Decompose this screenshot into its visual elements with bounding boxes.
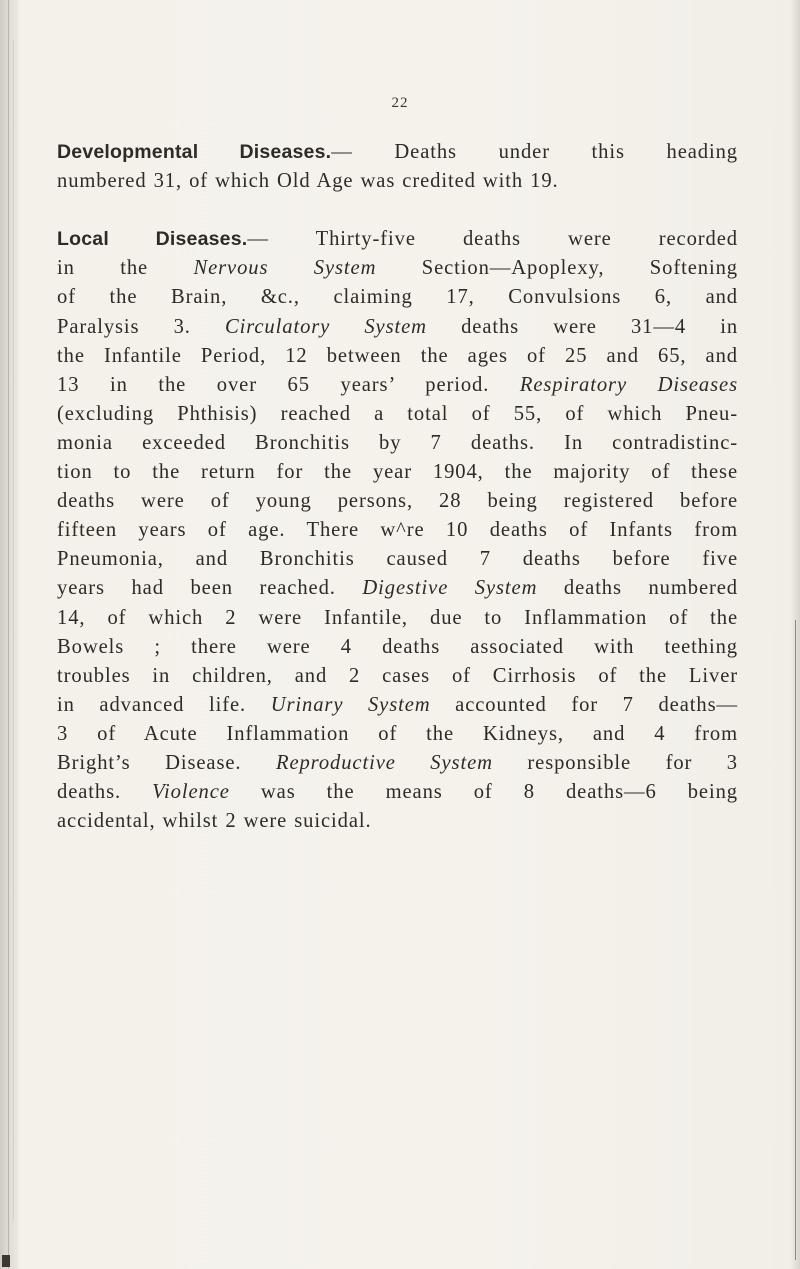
text-run: Bowels ; there were 4 deaths associated with teething [57,635,738,658]
italic-term: Violence [152,781,230,804]
text-run: tion to the return for the year 1904, the majority of these [57,461,738,484]
text-run: Paralysis 3. [57,315,225,338]
text-run: Pneumonia, and Bronchitis caused 7 deaths before five [57,548,738,571]
text-line [57,487,738,516]
text-run: 14, of which 2 were Infantile, due to Inflammation of the [57,606,738,629]
body-text [57,138,738,836]
text-run: years had been reached. [57,577,363,600]
paragraph-local-diseases [57,225,738,836]
text-run: monia exceeded Bronchitis by 7 deaths. In contradistinc- [57,431,738,454]
text-run: accounted for 7 deaths— [430,693,738,716]
text-run: accidental, whilst 2 were suicidal. [57,810,372,833]
text-run: responsible for 3 [492,751,738,774]
text-line [57,254,738,283]
scan-edge-line [8,0,9,1269]
text-run: troubles in children, and 2 cases of Cirrhosis of the Liver [57,664,738,687]
text-line [57,138,738,167]
text-line [57,633,738,662]
text-run: deaths. [57,781,153,804]
text-line [57,807,738,836]
text-run: numbered 31, of which Old Age was credited with 19. [57,170,559,193]
italic-term: Reproductive System [275,751,493,774]
text-run: 3 of Acute Inflammation of the Kidneys, and 4 from [57,722,738,745]
text-line [57,778,738,807]
page-number: 22 [391,95,409,111]
text-run: — Thirty-five deaths were recorded [247,228,738,251]
scan-right-edge [790,0,800,1269]
text-run: the Infantile Period, 12 between the ages of 25 and 65, and [57,344,738,367]
text-run: Section—Apoplexy, Softening [376,257,738,280]
text-run: of the Brain, &c., claiming 17, Convulsions 6, and [57,286,738,309]
italic-term: Urinary System [270,693,431,716]
text-line [57,691,738,720]
italic-term: Circulatory System [224,315,427,338]
paragraph-heading: Local Diseases. [57,228,248,251]
italic-term: Digestive System [362,577,538,600]
text-line [57,749,738,778]
text-run: (excluding Phthisis) reached a total of 55, of which Pneu- [57,402,738,425]
scan-left-edge [0,0,18,1269]
text-line [57,604,738,633]
text-run: deaths numbered [537,577,739,600]
text-line [57,458,738,487]
text-line [57,574,738,603]
text-line [57,720,738,749]
text-line [57,225,738,254]
text-line [57,342,738,371]
text-line [57,400,738,429]
text-run: in advanced life. [57,693,271,716]
text-run: Bright’s Disease. [57,751,276,774]
text-line [57,371,738,400]
text-run: 13 in the over 65 years’ period. [57,373,520,396]
text-run: fifteen years of age. There w^re 10 deaths of Infants from [57,519,738,542]
text-run: deaths were of young persons, 28 being registered before [57,490,738,513]
text-line [57,545,738,574]
text-run: — Deaths under this heading [331,141,739,163]
text-run: deaths were 31—4 in [426,315,739,338]
paragraph-heading: Developmental Diseases. [57,141,332,163]
text-line [57,313,738,342]
text-line [57,429,738,458]
italic-term: Respiratory Diseases [519,373,738,396]
text-line [57,283,738,312]
paragraph-developmental-diseases [57,138,738,196]
italic-term: Nervous System [193,257,377,280]
text-line [57,516,738,545]
text-line [57,662,738,691]
text-line [57,167,738,196]
scan-edge-line [13,40,14,1220]
text-run: in the [57,257,194,280]
scan-corner-mark [2,1255,10,1267]
text-run: was the means of 8 deaths—6 being [229,781,738,804]
scan-edge-line [795,620,796,1260]
